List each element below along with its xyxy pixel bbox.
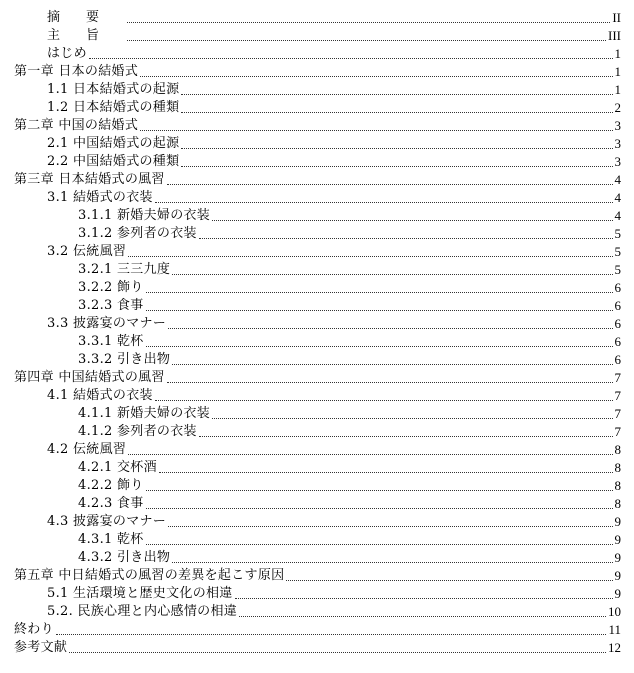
- toc-entry-title: 4.2.2 飾り: [78, 478, 144, 493]
- toc-entry-title: 参考文献: [14, 640, 68, 655]
- toc-entry[interactable]: [0, 405, 634, 423]
- toc-entry-page-number: 6: [614, 316, 621, 331]
- toc-entry[interactable]: [0, 567, 634, 585]
- toc-entry-title: 4.1 結婚式の衣装: [47, 388, 153, 403]
- toc-entry[interactable]: [0, 333, 634, 351]
- toc-entry-title: はじめ: [47, 46, 87, 61]
- toc-entry[interactable]: [0, 9, 634, 27]
- toc-entry-title: 第二章 中国の結婚式: [14, 118, 139, 133]
- toc-dot-leader: [235, 598, 613, 599]
- toc-entry-page-number: 2: [614, 100, 621, 115]
- toc-dot-leader: [159, 472, 613, 473]
- toc-entry-title: 3.1.2 参列者の衣装: [78, 226, 197, 241]
- toc-dot-leader: [181, 166, 612, 167]
- toc-dot-leader: [239, 616, 606, 617]
- toc-entry-page-number: 8: [614, 442, 621, 457]
- toc-entry-title: 3.2.3 食事: [78, 298, 144, 313]
- toc-entry[interactable]: [0, 621, 634, 639]
- toc-entry-title: 2.2 中国結婚式の種類: [47, 154, 180, 169]
- toc-entry-page-number: III: [608, 28, 621, 43]
- toc-entry-title: 3.2 伝統風習: [47, 244, 127, 259]
- toc-entry[interactable]: [0, 585, 634, 603]
- toc-entry-title: 3.1 結婚式の衣装: [47, 190, 153, 205]
- toc-dot-leader: [172, 562, 612, 563]
- toc-entry-page-number: 4: [614, 208, 621, 223]
- toc-entry-page-number: 7: [614, 370, 621, 385]
- toc-entry-page-number: 4: [614, 172, 621, 187]
- toc-entry-title: 主旨: [47, 28, 126, 43]
- toc-entry[interactable]: [0, 99, 634, 117]
- toc-entry-title: 5.2. 民族心理と内心感情の相違: [47, 604, 238, 619]
- toc-dot-leader: [172, 274, 612, 275]
- toc-entry[interactable]: [0, 603, 634, 621]
- toc-entry[interactable]: [0, 27, 634, 45]
- toc-entry-title: 終わり: [14, 622, 54, 637]
- toc-dot-leader: [146, 292, 613, 293]
- toc-entry-page-number: 8: [614, 478, 621, 493]
- toc-entry[interactable]: [0, 477, 634, 495]
- toc-entry-title: 4.3.1 乾杯: [78, 532, 144, 547]
- toc-entry-page-number: 1: [614, 64, 621, 79]
- toc-entry-page-number: 6: [614, 334, 621, 349]
- toc-dot-leader: [155, 202, 613, 203]
- toc-entry[interactable]: [0, 207, 634, 225]
- toc-entry-title: 第一章 日本の結婚式: [14, 64, 139, 79]
- toc-dot-leader: [199, 238, 613, 239]
- toc-dot-leader: [128, 454, 612, 455]
- toc-entry[interactable]: [0, 459, 634, 477]
- toc-dot-leader: [168, 526, 612, 527]
- toc-entry[interactable]: [0, 261, 634, 279]
- toc-dot-leader: [127, 40, 606, 41]
- toc-entry[interactable]: [0, 297, 634, 315]
- toc-dot-leader: [181, 94, 612, 95]
- toc-entry[interactable]: [0, 531, 634, 549]
- toc-entry-title: 4.2.1 交杯酒: [78, 460, 157, 475]
- toc-entry-page-number: 11: [608, 622, 621, 637]
- toc-entry-page-number: 9: [614, 586, 621, 601]
- toc-entry-page-number: 9: [614, 568, 621, 583]
- toc-entry-page-number: 6: [614, 352, 621, 367]
- toc-dot-leader: [168, 328, 612, 329]
- toc-entry-title: 3.2.1 三三九度: [78, 262, 171, 277]
- toc-entry-title: 4.3.2 引き出物: [78, 550, 171, 565]
- toc-entry[interactable]: [0, 63, 634, 81]
- toc-entry-page-number: 9: [614, 514, 621, 529]
- toc-entry-page-number: II: [612, 10, 621, 25]
- toc-entry-page-number: 7: [614, 406, 621, 421]
- toc-entry[interactable]: [0, 243, 634, 261]
- toc-dot-leader: [286, 580, 612, 581]
- toc-entry-page-number: 4: [614, 190, 621, 205]
- toc-entry-page-number: 6: [614, 298, 621, 313]
- toc-entry-title: 4.1.1 新婚夫婦の衣装: [78, 406, 211, 421]
- toc-entry-page-number: 3: [614, 118, 621, 133]
- toc-dot-leader: [56, 634, 607, 635]
- toc-entry[interactable]: [0, 81, 634, 99]
- toc-entry-page-number: 5: [614, 262, 621, 277]
- toc-entry-page-number: 3: [614, 136, 621, 151]
- toc-entry[interactable]: [0, 369, 634, 387]
- toc-entry-page-number: 5: [614, 226, 621, 241]
- toc-dot-leader: [146, 544, 613, 545]
- toc-entry-page-number: 10: [608, 604, 621, 619]
- toc-dot-leader: [146, 346, 613, 347]
- toc-dot-leader: [140, 76, 612, 77]
- toc-entry[interactable]: [0, 315, 634, 333]
- toc-dot-leader: [212, 220, 612, 221]
- toc-entry[interactable]: [0, 225, 634, 243]
- toc-entry[interactable]: [0, 495, 634, 513]
- toc-entry-title: 4.3 披露宴のマナー: [47, 514, 167, 529]
- toc-entry-title: 4.2 伝統風習: [47, 442, 127, 457]
- toc-dot-leader: [146, 310, 613, 311]
- toc-dot-leader: [69, 652, 606, 653]
- toc-entry[interactable]: [0, 549, 634, 567]
- toc-dot-leader: [140, 130, 612, 131]
- toc-entry-title: 3.3.2 引き出物: [78, 352, 171, 367]
- toc-entry-title: 摘要: [47, 10, 126, 25]
- toc-entry-page-number: 8: [614, 460, 621, 475]
- toc-dot-leader: [146, 490, 613, 491]
- toc-entry[interactable]: [0, 351, 634, 369]
- toc-dot-leader: [167, 382, 613, 383]
- toc-entry-title: 3.3 披露宴のマナー: [47, 316, 167, 331]
- toc-entry[interactable]: [0, 639, 634, 657]
- toc-dot-leader: [155, 400, 613, 401]
- toc-entry-title: 1.2 日本結婚式の種類: [47, 100, 180, 115]
- toc-entry[interactable]: [0, 45, 634, 63]
- toc-entry[interactable]: [0, 441, 634, 459]
- toc-dot-leader: [167, 184, 613, 185]
- toc-entry-page-number: 1: [614, 46, 621, 61]
- toc-dot-leader: [172, 364, 612, 365]
- toc-entry-title: 1.1 日本結婚式の起源: [47, 82, 180, 97]
- toc-dot-leader: [181, 148, 612, 149]
- toc-entry-title: 2.1 中国結婚式の起源: [47, 136, 180, 151]
- toc-dot-leader: [181, 112, 612, 113]
- toc-entry-page-number: 9: [614, 532, 621, 547]
- toc-entry-title: 第三章 日本結婚式の風習: [14, 172, 165, 187]
- toc-entry-page-number: 12: [608, 640, 621, 655]
- toc-entry-page-number: 8: [614, 496, 621, 511]
- toc-entry-title: 4.2.3 食事: [78, 496, 144, 511]
- toc-entry-page-number: 7: [614, 424, 621, 439]
- toc-dot-leader: [127, 22, 610, 23]
- toc-entry[interactable]: [0, 387, 634, 405]
- toc-entry-title: 第四章 中国結婚式の風習: [14, 370, 165, 385]
- toc-entry[interactable]: [0, 189, 634, 207]
- toc-entry[interactable]: [0, 117, 634, 135]
- toc-entry[interactable]: [0, 279, 634, 297]
- toc-entry[interactable]: [0, 153, 634, 171]
- toc-entry-title: 4.1.2 参列者の衣装: [78, 424, 197, 439]
- toc-entry-page-number: 7: [614, 388, 621, 403]
- toc-entry-page-number: 5: [614, 244, 621, 259]
- toc-entry-title: 5.1 生活環境と歴史文化の相違: [47, 586, 233, 601]
- toc-entry-page-number: 1: [614, 82, 621, 97]
- toc-entry[interactable]: [0, 423, 634, 441]
- toc-entry[interactable]: [0, 171, 634, 189]
- toc-entry-title: 3.1.1 新婚夫婦の衣装: [78, 208, 211, 223]
- toc-dot-leader: [212, 418, 612, 419]
- toc-dot-leader: [146, 508, 613, 509]
- toc-dot-leader: [89, 58, 613, 59]
- toc-dot-leader: [199, 436, 613, 437]
- toc-dot-leader: [128, 256, 612, 257]
- toc-entry-page-number: 9: [614, 550, 621, 565]
- toc-entry[interactable]: [0, 135, 634, 153]
- toc-entry-title: 3.2.2 飾り: [78, 280, 144, 295]
- toc-entry[interactable]: [0, 513, 634, 531]
- toc-entry-page-number: 3: [614, 154, 621, 169]
- toc-entry-page-number: 6: [614, 280, 621, 295]
- toc-entry-title: 第五章 中日結婚式の風習の差異を起こす原因: [14, 568, 285, 583]
- toc-entry-title: 3.3.1 乾杯: [78, 334, 144, 349]
